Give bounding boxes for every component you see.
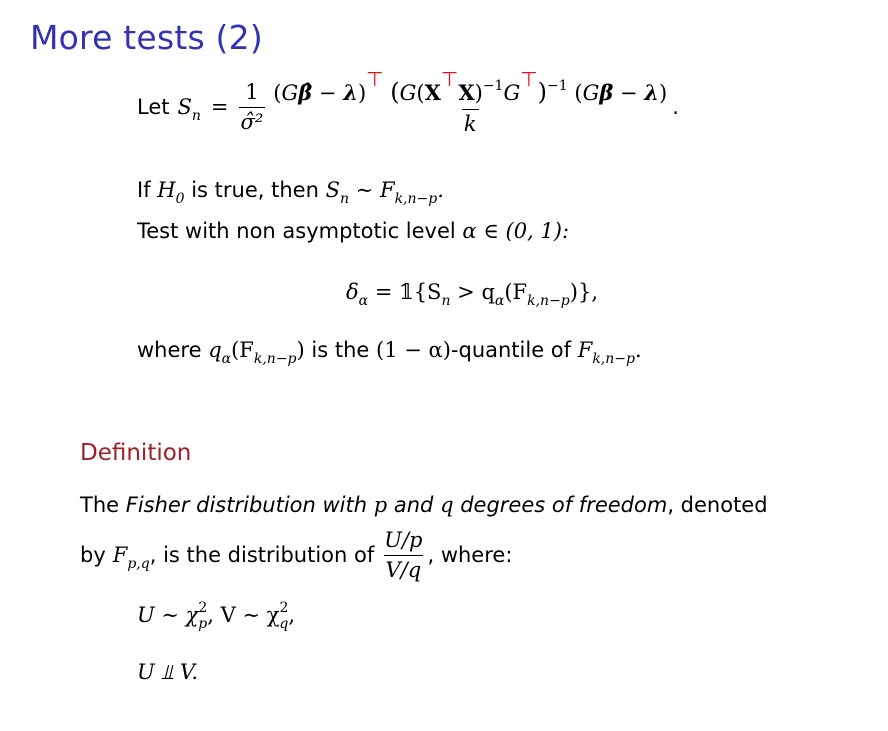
slide-title: More tests (2) xyxy=(30,18,263,57)
main-numerator: (Gβ̂ − λ)⊤ (G(X⊤X)$^{-1}$G⊤)$^{-1}$ (Gβ − λ) xyxy=(273,67,668,106)
definition-line-3: U ∼ $\chi^2_p$, V ∼ $\chi^2_q$, xyxy=(137,600,296,632)
let-label: Let xyxy=(137,95,170,119)
transpose-mark-2: ⊤ xyxy=(440,67,459,91)
definition-line-1: The Fisher distribution with p and q degrees of freedom, denoted xyxy=(80,493,768,517)
main-fraction xyxy=(271,67,669,136)
one-over-sigma: $\frac{1}{\text{σ̂²}}$ xyxy=(240,80,264,134)
sn-symbol: $S_n$ xyxy=(177,95,201,124)
delta-definition: $\delta_\alpha$ = $𝟙\{S_n > q_\alpha(F_{k,n-p})\}$, xyxy=(346,280,599,309)
sn-formula xyxy=(137,67,679,136)
u-over-v-fraction: $\frac{U/p}{V/q}$ xyxy=(384,528,423,582)
transpose-mark-3: ⊤ xyxy=(520,67,538,91)
definition-heading: Definition xyxy=(80,440,192,466)
quantile-line: where $q_\alpha(F_{k,n-p})$ is the (1 − α)-quantile of $F_{k,n-p}$. xyxy=(137,338,642,367)
transpose-mark-1: ⊤ xyxy=(366,67,384,91)
formula-period: . xyxy=(672,95,679,119)
equals-sign: = xyxy=(210,95,229,119)
definition-line-2: by $F_{p,q}$ , is the distribution of $\frac{U/p}{V/q}$ , where: xyxy=(80,528,513,582)
test-level-line: Test with non asymptotic level α ∈ (0, 1): xyxy=(137,219,570,243)
definition-line-4: U ⫫ V. xyxy=(137,660,199,684)
main-denominator: k xyxy=(462,109,479,136)
null-hypothesis-line: If $H_0$ is true, then $S_n$ ∼ $F_{k,n-p}$. xyxy=(137,178,444,207)
